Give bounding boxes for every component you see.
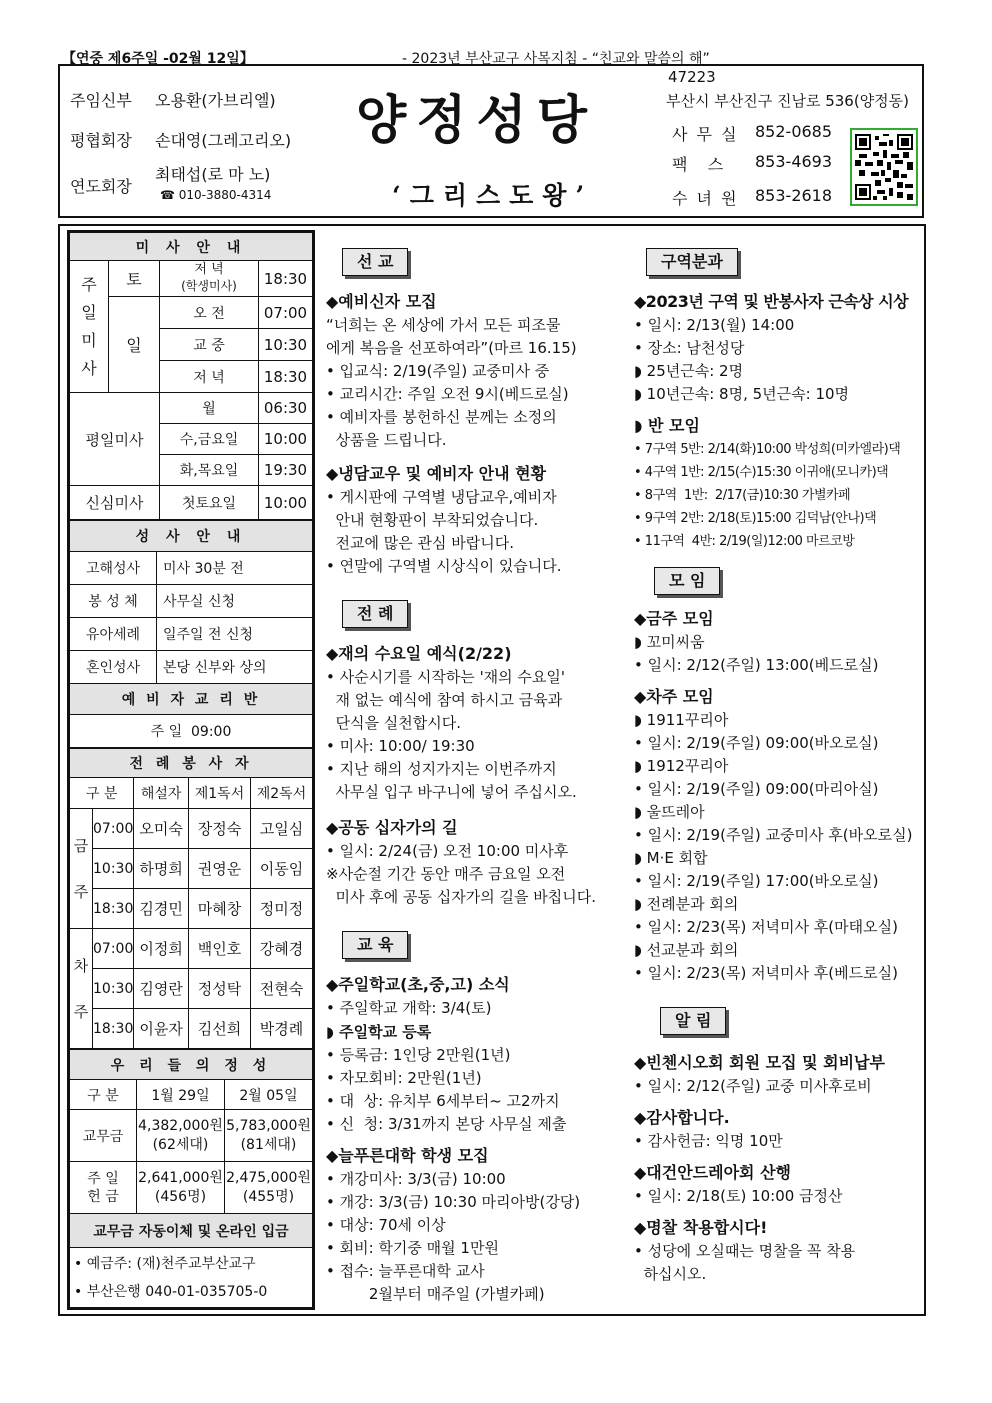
sunday-slot-label: 교 중 bbox=[160, 329, 259, 361]
section-heading: ◆금주 모임 bbox=[634, 609, 714, 628]
text-line: ◗ 25년근속: 2명 bbox=[634, 362, 744, 380]
liturgy-text bbox=[326, 840, 616, 909]
section-heading: ◆공동 십자가의 길 bbox=[326, 818, 458, 837]
sacrament-label: 고해성사 bbox=[70, 552, 157, 585]
saturday-time: 18:30 bbox=[259, 261, 313, 297]
text-line: 2월부터 매주일 (가별카페) bbox=[326, 1285, 545, 1303]
servers-title: 전 례 봉 사 자 bbox=[70, 749, 313, 778]
offering-table bbox=[69, 1049, 313, 1308]
mission-text bbox=[326, 486, 616, 578]
server-name: 김경민 bbox=[134, 889, 189, 929]
education-text bbox=[326, 997, 616, 1020]
education-text bbox=[326, 1044, 616, 1136]
this-week-label: 금주 bbox=[70, 809, 93, 929]
text-line: • 신 청: 3/31까지 본당 사무실 제출 bbox=[326, 1115, 567, 1133]
text-line: 단식을 실천합시다. bbox=[326, 714, 461, 732]
notice-text: • 일시: 2/12(주일) 교중 미사후로비 bbox=[634, 1077, 872, 1095]
devotion-mass-label: 신심미사 bbox=[70, 486, 160, 520]
masthead bbox=[58, 64, 924, 218]
sunday-slot-time: 18:30 bbox=[259, 361, 313, 393]
text-line: “너희는 온 세상에 가서 모든 피조물 bbox=[326, 316, 561, 334]
district-text bbox=[634, 314, 924, 406]
section-heading: ◆감사합니다. bbox=[634, 1108, 730, 1127]
server-name: 고일심 bbox=[250, 809, 312, 849]
text-line: ◗ 꼬미씨움 bbox=[634, 633, 705, 651]
sunday-slot-label: 저 녁 bbox=[160, 361, 259, 393]
text-line: • 개강미사: 3/3(금) 10:00 bbox=[326, 1170, 506, 1188]
text-line: • 미사: 10:00/ 19:30 bbox=[326, 737, 475, 755]
youth-label: 연도회장 bbox=[70, 177, 132, 196]
weekday-slot-label: 월 bbox=[160, 393, 259, 424]
offering-col-header: 1월 29일 bbox=[137, 1080, 225, 1110]
section-heading: ◆냉담교우 및 예비자 안내 현황 bbox=[326, 464, 547, 483]
text-line: • 게시판에 구역별 냉담교우,예비자 bbox=[326, 488, 557, 506]
server-time: 18:30 bbox=[93, 1009, 134, 1049]
text-line: ※사순절 기간 동안 매주 금요일 오전 bbox=[326, 865, 566, 883]
saturday-evening: 저 녁 (학생미사) bbox=[160, 261, 259, 297]
server-name: 전현숙 bbox=[250, 969, 312, 1009]
sacrament-label: 봉 성 체 bbox=[70, 585, 157, 618]
liturgy-text bbox=[326, 666, 616, 804]
weekday-slot-time: 19:30 bbox=[259, 455, 313, 486]
text-line: • 대 상: 유치부 6세부터~ 고2까지 bbox=[326, 1092, 560, 1110]
education-tag: 교 육 bbox=[342, 931, 616, 959]
section-heading: ◆차주 모임 bbox=[634, 687, 714, 706]
text-line: • 일시: 2/13(월) 14:00 bbox=[634, 316, 795, 334]
server-name: 이동임 bbox=[250, 849, 312, 889]
weekday-slot-time: 10:00 bbox=[259, 424, 313, 455]
text-line: • 장소: 남천성당 bbox=[634, 339, 745, 357]
server-name: 정성탁 bbox=[188, 969, 250, 1009]
text-line: • 11구역 4반: 2/19(일)12:00 마르코방 bbox=[634, 534, 855, 549]
section-heading: ◆2023년 구역 및 반봉사자 근속상 시상 bbox=[634, 292, 909, 311]
text-line: • 주일학교 개학: 3/4(토) bbox=[326, 999, 492, 1017]
weekday-slot-label: 화,목요일 bbox=[160, 455, 259, 486]
depositor: • 예금주: (재)천주교부산교구 bbox=[74, 1255, 256, 1272]
sub-heading: ◗ 주일학교 등록 bbox=[326, 1023, 432, 1041]
text-line: 안내 현황판이 부착되었습니다. bbox=[326, 511, 539, 529]
text-line: • 일시: 2/19(주일) 교중미사 후(바오로실) bbox=[634, 826, 913, 844]
left-info-panel bbox=[67, 230, 315, 1310]
text-line: • 연말에 구역별 시상식이 있습니다. bbox=[326, 557, 562, 575]
youth-name: 최태섭(로 마 노) bbox=[155, 165, 271, 184]
sunday-mass-label: 주일미사 bbox=[70, 261, 109, 393]
weekday-slot-time: 06:30 bbox=[259, 393, 313, 424]
youth-phone: ☎ 010-3880-4314 bbox=[160, 188, 272, 202]
offering-amount: 4,382,000원 (62세대) bbox=[137, 1110, 225, 1162]
sacrament-value: 미사 30분 전 bbox=[157, 552, 313, 585]
text-line: • 회비: 학기중 매월 1만원 bbox=[326, 1239, 499, 1257]
address: 부산시 부산진구 진남로 536(양정동) bbox=[666, 92, 910, 110]
convent-phone: 853-2618 bbox=[755, 186, 833, 205]
sacrament-value: 본당 신부와 상의 bbox=[157, 651, 313, 684]
text-line: 전교에 많은 관심 바랍니다. bbox=[326, 534, 514, 552]
text-line: • 접수: 늘푸른대학 교사 bbox=[326, 1262, 485, 1280]
text-line: • 일시: 2/19(주일) 09:00(바오로실) bbox=[634, 734, 879, 752]
sunday-slot-time: 10:30 bbox=[259, 329, 313, 361]
text-line: • 일시: 2/19(주일) 09:00(마리아실) bbox=[634, 780, 879, 798]
offering-amount: 5,783,000원 (81세대) bbox=[225, 1110, 313, 1162]
server-name: 김선희 bbox=[188, 1009, 250, 1049]
section-heading: ◆재의 수요일 예식(2/22) bbox=[326, 644, 512, 663]
weekday-mass-label: 평일미사 bbox=[70, 393, 160, 486]
text-line: • 4구역 1반: 2/15(수)15:30 이귀애(모니카)댁 bbox=[634, 465, 889, 480]
text-line: • 사순시기를 시작하는 '재의 수요일' bbox=[326, 668, 566, 686]
sunday-slot-label: 오 전 bbox=[160, 297, 259, 329]
sacrament-label: 혼인성사 bbox=[70, 651, 157, 684]
liturgy-tag: 전 례 bbox=[342, 600, 616, 628]
offering-row-label: 교무금 bbox=[70, 1110, 137, 1162]
sacrament-value: 일주일 전 신청 bbox=[157, 618, 313, 651]
notice-text: • 감사헌금: 익명 10만 bbox=[634, 1132, 783, 1150]
meetings-text bbox=[634, 709, 924, 985]
offering-col-header: 구 분 bbox=[70, 1080, 137, 1110]
district-tag: 구역분과 bbox=[646, 248, 924, 276]
text-line: • 입교식: 2/19(주일) 교중미사 중 bbox=[326, 362, 550, 380]
office-label: 사 무 실 bbox=[672, 125, 739, 144]
pastor-label: 주임신부 bbox=[70, 91, 132, 110]
education-text bbox=[326, 1168, 616, 1306]
section-heading: ◆대건안드레아회 산행 bbox=[634, 1163, 791, 1182]
server-name: 이윤자 bbox=[134, 1009, 189, 1049]
qr-code-icon[interactable] bbox=[850, 128, 918, 206]
sacrament-label: 유아세례 bbox=[70, 618, 157, 651]
devotion-day: 첫토요일 bbox=[160, 486, 259, 520]
middle-column bbox=[326, 248, 616, 1306]
text-line: 에게 복음을 선포하여라”(마르 16.15) bbox=[326, 339, 577, 357]
text-line: ◗ 1911꾸리아 bbox=[634, 711, 729, 729]
server-time: 07:00 bbox=[93, 809, 134, 849]
server-time: 10:30 bbox=[93, 969, 134, 1009]
fax-phone: 853-4693 bbox=[755, 152, 833, 171]
saturday-label: 토 bbox=[109, 261, 160, 297]
text-line: • 대상: 70세 이상 bbox=[326, 1216, 446, 1234]
offering-title: 우 리 들 의 정 성 bbox=[70, 1050, 313, 1080]
text-line: • 7구역 5반: 2/14(화)10:00 박성희(미카엘라)댁 bbox=[634, 442, 901, 457]
notice-text: • 성당에 오실때는 명찰을 꼭 착용 bbox=[634, 1242, 856, 1260]
text-line: • 자모회비: 2만원(1년) bbox=[326, 1069, 482, 1087]
parish-name: 양정성당 bbox=[356, 90, 597, 151]
server-name: 오미숙 bbox=[134, 809, 189, 849]
text-line: • 등록금: 1인당 2만원(1년) bbox=[326, 1046, 511, 1064]
sacrament-table bbox=[69, 520, 313, 748]
text-line: • 9구역 2반: 2/18(토)15:00 김덕남(안나)댁 bbox=[634, 511, 877, 526]
catechumen-title: 예 비 자 교 리 반 bbox=[70, 684, 313, 715]
mass-schedule-title: 미 사 안 내 bbox=[70, 233, 313, 261]
server-time: 07:00 bbox=[93, 929, 134, 969]
council-name: 손대영(그레고리오) bbox=[155, 131, 292, 150]
weekday-slot-label: 수,금요일 bbox=[160, 424, 259, 455]
parish-motto: ‘그리스도왕’ bbox=[392, 181, 594, 210]
section-heading: ◆예비신자 모집 bbox=[326, 292, 437, 311]
text-line: ◗ 10년근속: 8명, 5년근속: 10명 bbox=[634, 385, 850, 403]
text-line: • 일시: 2/24(금) 오전 10:00 미사후 bbox=[326, 842, 569, 860]
mission-tag: 선 교 bbox=[342, 248, 616, 276]
text-line: ◗ 1912꾸리아 bbox=[634, 757, 729, 775]
notice-text: 하십시오. bbox=[634, 1265, 707, 1283]
notice-tag: 알 림 bbox=[660, 1007, 924, 1035]
next-week-label: 차주 bbox=[70, 929, 93, 1049]
pastor-name: 오용환(가브리엘) bbox=[155, 91, 276, 110]
server-name: 정미정 bbox=[250, 889, 312, 929]
fax-label: 팩 스 bbox=[672, 155, 724, 174]
text-line: ◗ 선교분과 회의 bbox=[634, 941, 739, 959]
servers-col-header: 제1독서 bbox=[188, 778, 250, 809]
text-line: ◗ 울뜨레아 bbox=[634, 803, 705, 821]
bank-info bbox=[70, 1248, 313, 1308]
server-name: 이정희 bbox=[134, 929, 189, 969]
sunday-slot-time: 07:00 bbox=[259, 297, 313, 329]
sacrament-value: 사무실 신청 bbox=[157, 585, 313, 618]
server-name: 장정숙 bbox=[188, 809, 250, 849]
offering-row-label: 주 일 헌 금 bbox=[70, 1162, 137, 1214]
servers-col-header: 해설자 bbox=[134, 778, 189, 809]
meetings-text bbox=[634, 631, 924, 677]
section-heading: ◆빈첸시오회 회원 모집 및 회비납부 bbox=[634, 1053, 885, 1072]
section-heading: ◆늘푸른대학 학생 모집 bbox=[326, 1146, 489, 1165]
text-line: • 일시: 2/19(주일) 17:00(바오로실) bbox=[634, 872, 879, 890]
text-line: • 일시: 2/12(주일) 13:00(베드로실) bbox=[634, 656, 879, 674]
convent-label: 수 녀 원 bbox=[672, 189, 739, 208]
mass-schedule-table bbox=[69, 232, 313, 520]
diocese-motto: - 2023년 부산교구 사목지침 - “친교와 말씀의 해” bbox=[402, 51, 710, 67]
sacrament-title: 성 사 안 내 bbox=[70, 521, 313, 552]
section-heading: ◆명찰 착용합시다! bbox=[634, 1218, 768, 1237]
catechumen-time: 주 일 09:00 bbox=[70, 715, 313, 748]
text-line: • 개강: 3/3(금) 10:30 마리아방(강당) bbox=[326, 1193, 581, 1211]
server-name: 하명희 bbox=[134, 849, 189, 889]
text-line: 사무실 입구 바구니에 넣어 주십시오. bbox=[326, 783, 577, 801]
text-line: • 일시: 2/23(목) 저녁미사 후(마태오실) bbox=[634, 918, 898, 936]
office-phone: 852-0685 bbox=[755, 122, 833, 141]
text-line: 미사 후에 공동 십자가의 길을 바칩니다. bbox=[326, 888, 596, 906]
sub-heading: ◗ 반 모임 bbox=[634, 416, 700, 435]
server-name: 강혜경 bbox=[250, 929, 312, 969]
auto-transfer-title: 교무금 자동이체 및 온라인 입금 bbox=[70, 1214, 313, 1248]
devotion-time: 10:00 bbox=[259, 486, 313, 520]
council-label: 평협회장 bbox=[70, 131, 132, 150]
sunday-label: 일 bbox=[109, 297, 160, 393]
text-line: 상품을 드립니다. bbox=[326, 431, 447, 449]
content-frame bbox=[58, 224, 926, 1316]
text-line: • 지난 해의 성지가지는 이번주까지 bbox=[326, 760, 557, 778]
text-line: • 예비자를 봉헌하신 분께는 소정의 bbox=[326, 408, 557, 426]
offering-col-header: 2월 05일 bbox=[225, 1080, 313, 1110]
bank-account: • 부산은행 040-01-035705-0 bbox=[74, 1283, 268, 1300]
server-name: 김영란 bbox=[134, 969, 189, 1009]
text-line: ◗ M·E 회합 bbox=[634, 849, 708, 867]
text-line: • 8구역 1반: 2/17(금)10:30 가별카페 bbox=[634, 488, 851, 503]
servers-col-header: 제2독서 bbox=[250, 778, 312, 809]
server-name: 마혜창 bbox=[188, 889, 250, 929]
offering-amount: 2,475,000원 (455명) bbox=[225, 1162, 313, 1214]
server-name: 백인호 bbox=[188, 929, 250, 969]
postcode: 47223 bbox=[668, 68, 716, 86]
district-text bbox=[634, 438, 924, 553]
text-line: 재 없는 예식에 참여 하시고 금육과 bbox=[326, 691, 563, 709]
section-heading: ◆주일학교(초,중,고) 소식 bbox=[326, 975, 510, 994]
server-time: 18:30 bbox=[93, 889, 134, 929]
notice-text: • 일시: 2/18(토) 10:00 금정산 bbox=[634, 1187, 843, 1205]
servers-col-header: 구 분 bbox=[70, 778, 134, 809]
mission-text bbox=[326, 314, 616, 452]
text-line: • 교리시간: 주일 오전 9시(베드로실) bbox=[326, 385, 569, 403]
right-column bbox=[634, 248, 924, 1286]
text-line: ◗ 전례분과 회의 bbox=[634, 895, 739, 913]
server-time: 10:30 bbox=[93, 849, 134, 889]
servers-table bbox=[69, 748, 313, 1049]
text-line: • 일시: 2/23(목) 저녁미사 후(베드로실) bbox=[634, 964, 898, 982]
issue-date: 【연중 제6주일 -02월 12일】 bbox=[62, 51, 254, 67]
server-name: 권영운 bbox=[188, 849, 250, 889]
meetings-tag: 모 임 bbox=[654, 567, 924, 595]
server-name: 박경례 bbox=[250, 1009, 312, 1049]
offering-amount: 2,641,000원 (456명) bbox=[137, 1162, 225, 1214]
